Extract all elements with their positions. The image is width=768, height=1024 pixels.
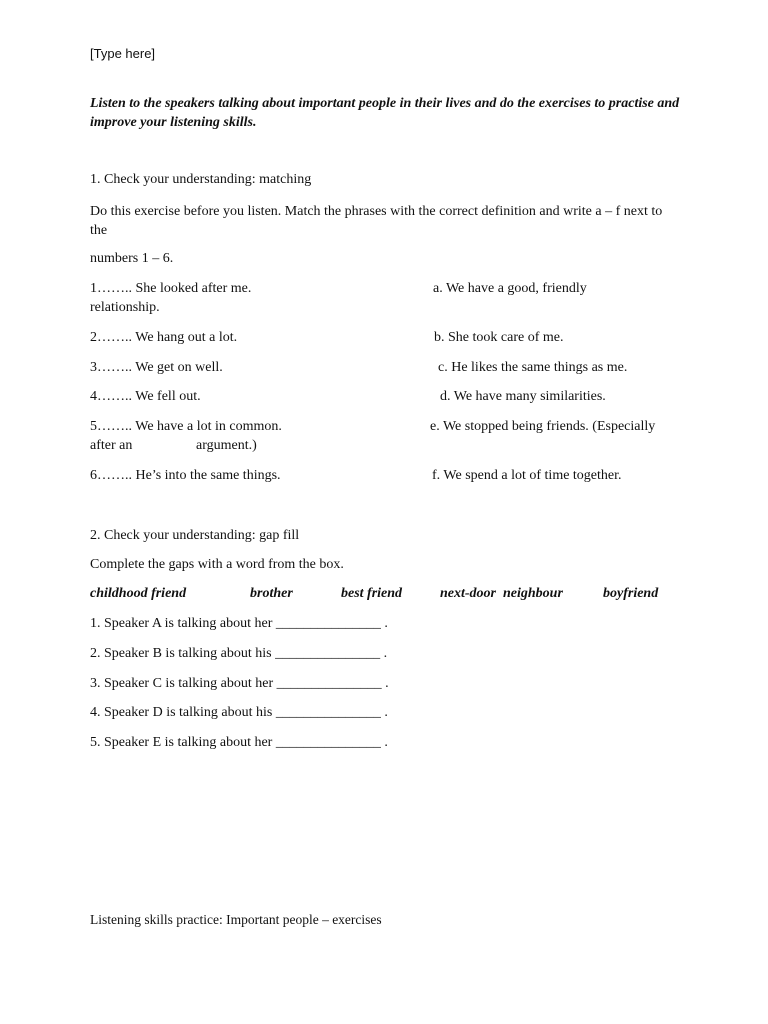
page-header: [Type here]	[90, 46, 156, 61]
match-phrase-6: 6…….. He’s into the same things.	[90, 468, 281, 483]
intro-instructions: Listen to the speakers talking about important people in their lives and do the exercises to practise and improve your listening skills.	[90, 96, 680, 130]
section-1-instruction: Do this exercise before you listen. Match the phrases with the correct definition and write a – f next to the	[90, 204, 663, 238]
match-phrase-3: 3…….. We get on well.	[90, 360, 223, 375]
word-box-item: boyfriend	[603, 586, 659, 601]
word-box-item: childhood friend	[90, 586, 187, 601]
gap-fill-item: 5. Speaker E is talking about her _______________ .	[90, 735, 388, 750]
section-2-title: 2. Check your understanding: gap fill	[90, 528, 300, 543]
word-box-item: brother	[250, 586, 293, 601]
match-definition-f: f. We spend a lot of time together.	[432, 468, 622, 483]
gap-fill-item: 2. Speaker B is talking about his _______________ .	[90, 646, 388, 661]
section-1-instruction-cont: numbers 1 – 6.	[90, 251, 174, 266]
match-phrase-2: 2…….. We hang out a lot.	[90, 330, 238, 345]
match-definition-a: a. We have a good, friendly	[433, 281, 587, 296]
section-2-instruction: Complete the gaps with a word from the box.	[90, 557, 344, 572]
page-footer: Listening skills practice: Important people – exercises	[90, 912, 382, 927]
match-definition-a-cont: relationship.	[90, 300, 160, 315]
match-definition-d: d. We have many similarities.	[440, 389, 606, 404]
gap-fill-item: 1. Speaker A is talking about her _______________ .	[90, 616, 388, 631]
word-box-item: best friend	[341, 586, 403, 601]
match-definition-e: e. We stopped being friends. (Especially	[430, 419, 656, 434]
match-definition-c: c. He likes the same things as me.	[438, 360, 628, 375]
match-definition-b: b. She took care of me.	[434, 330, 564, 345]
match-definition-e-cont-b: argument.)	[196, 438, 257, 453]
gap-fill-item: 3. Speaker C is talking about her _______________ .	[90, 676, 389, 691]
match-definition-e-cont-a: after an	[90, 438, 133, 453]
gap-fill-item: 4. Speaker D is talking about his _______________ .	[90, 705, 388, 720]
section-1-title: 1. Check your understanding: matching	[90, 172, 312, 187]
word-box-item: next-door neighbour	[440, 586, 563, 601]
match-phrase-4: 4…….. We fell out.	[90, 389, 201, 404]
match-phrase-1: 1…….. She looked after me.	[90, 281, 252, 296]
match-phrase-5: 5…….. We have a lot in common.	[90, 419, 282, 434]
